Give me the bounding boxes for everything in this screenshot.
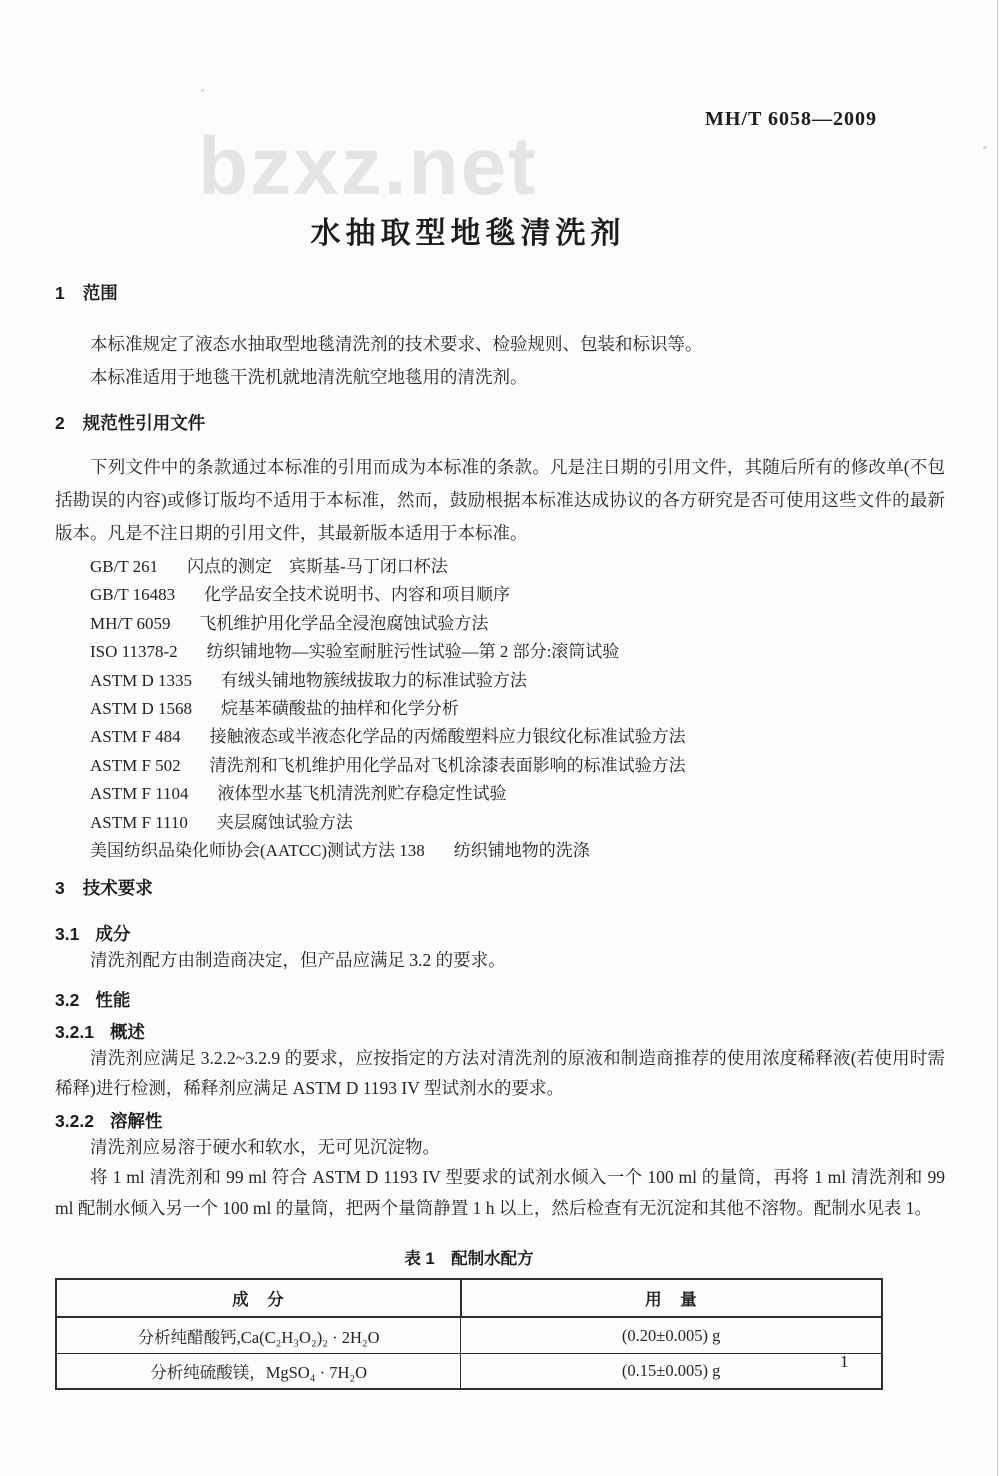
- section-heading-3-2-1: [55, 1021, 945, 1043]
- reference-item: [90, 837, 945, 865]
- scan-artifact-dot: [983, 146, 987, 149]
- reference-item: [90, 809, 945, 837]
- reference-title: 有绒头铺地物簇绒拔取力的标准试验方法: [220, 670, 527, 690]
- reference-item: [90, 610, 945, 638]
- paragraph-solubility-1: 清洗剂应易溶于硬水和软水，无可见沉淀物。: [90, 1136, 440, 1157]
- table-row: [56, 1317, 882, 1353]
- page-number: 1: [840, 1352, 849, 1371]
- reference-title: 接触液态或半液态化学品的丙烯酸塑料应力银纹化标准试验方法: [209, 727, 686, 747]
- reference-item: [90, 667, 945, 695]
- reference-code: GB/T 261: [90, 557, 159, 576]
- reference-item: [90, 638, 945, 666]
- reference-code: ISO 11378-2: [90, 642, 178, 662]
- table-caption: 表 1 配制水配方: [404, 1250, 534, 1269]
- section-heading-3-2-2: [55, 1110, 945, 1132]
- reference-list: [55, 553, 945, 865]
- reference-code: ASTM D 1568: [90, 699, 193, 719]
- table-row: [56, 1353, 882, 1389]
- reference-title: 夹层腐蚀试验方法: [216, 812, 353, 832]
- reference-code: MH/T 6059: [90, 613, 171, 633]
- watermark-text: bzxz.net: [198, 121, 538, 212]
- table-header-row: [56, 1279, 882, 1317]
- section-title: 概述: [109, 1021, 145, 1042]
- section-number: 3.1: [55, 924, 80, 945]
- scan-edge-line: [997, 0, 998, 1476]
- reference-code: ASTM F 1104: [90, 784, 189, 804]
- document-body: [55, 278, 945, 1390]
- paragraph-scope-2: 本标准适用于地毯干洗机就地清洗航空地毯用的清洗剂。: [90, 367, 528, 387]
- reference-code: ASTM F 484: [90, 727, 181, 747]
- paragraph-composition: 清洗剂配方由制造商决定，但产品应满足 3.2 的要求。: [90, 950, 506, 971]
- reference-code: ASTM F 1110: [90, 812, 188, 832]
- section-number: 3.2.1: [55, 1021, 94, 1042]
- reference-item: [90, 780, 945, 808]
- reference-title: 清洗剂和飞机维护用化学品对飞机涂漆表面影响的标准试验方法: [209, 755, 686, 775]
- section-number: 2: [55, 413, 65, 433]
- section-heading-1: [55, 282, 945, 304]
- paragraph-references-intro: 下列文件中的条款通过本标准的引用而成为本标准的条款。凡是注日期的引用文件，其随后所有的修改单(不包括勘误的内容)或修订版均不适用于本标准，然而，鼓励根据本标准达成协议的各方研究是否可使用这些文件的最新版本。凡是不注日期的引用文件，其最新版本适用于本标准。: [55, 457, 945, 543]
- paragraph-solubility-2: 将 1 ml 清洗剂和 99 ml 符合 ASTM D 1193 IV 型要求的试剂水倾入一个 100 ml 的量筒，再将 1 ml 清洗剂和 99 ml 配制水倾入另一个 100 ml 的量筒，把两个量筒静置 1 h 以上，然后检查有无沉淀和其他不溶物。配制水见表 1。: [55, 1167, 945, 1218]
- table-cell-amount: (0.20±0.005) g: [461, 1317, 882, 1353]
- reference-title: 纺织铺地物的洗涤: [453, 841, 590, 861]
- reference-title: 纺织铺地物—实验室耐脏污性试验—第 2 部分:滚筒试验: [206, 642, 620, 662]
- section-heading-3: [55, 877, 945, 899]
- section-number: 3.2.2: [55, 1110, 94, 1131]
- paragraph-overview: 清洗剂应满足 3.2.2~3.2.9 的要求，应按指定的方法对清洗剂的原液和制造商推荐的使用浓度稀释液(若使用时需稀释)进行检测，稀释剂应满足 ASTM D 1193 IV 型试剂水的要求。: [55, 1047, 945, 1099]
- section-title: 性能: [95, 989, 131, 1010]
- reference-title: 化学品安全技术说明书、内容和项目顺序: [204, 585, 511, 605]
- section-number: 3.2: [55, 989, 80, 1010]
- reference-code: 美国纺织品染化师协会(AATCC)测试方法 138: [90, 841, 425, 861]
- standard-code: MH/T 6058—2009: [705, 108, 877, 130]
- reference-item: [90, 581, 945, 609]
- reference-item: [90, 695, 945, 723]
- document-title: 水抽取型地毯清洗剂: [310, 217, 626, 250]
- reference-item: [90, 553, 945, 581]
- section-heading-3-1: [55, 923, 945, 945]
- section-number: 1: [55, 283, 65, 303]
- section-heading-3-2: [55, 989, 945, 1011]
- table-cell-component: 分析纯醋酸钙,Ca(C₂H₃O₂)₂ · 2H₂O: [56, 1317, 461, 1353]
- section-heading-2: [55, 412, 945, 434]
- reference-item: [90, 752, 945, 780]
- reference-title: 闪点的测定 宾斯基-马丁闭口杯法: [187, 557, 448, 576]
- reference-code: ASTM D 1335: [90, 670, 193, 690]
- column-header-amount: 用 量: [461, 1279, 882, 1317]
- reference-code: ASTM F 502: [90, 755, 181, 775]
- scan-artifact-dot: [201, 89, 204, 92]
- reference-item: [90, 723, 945, 751]
- section-number: 3: [55, 878, 65, 899]
- section-title: 规范性引用文件: [82, 413, 206, 433]
- water-formula-table: [55, 1278, 883, 1390]
- reference-title: 飞机维护用化学品全浸泡腐蚀试验方法: [199, 613, 489, 633]
- column-header-component: 成 分: [56, 1279, 461, 1317]
- table-cell-amount: (0.15±0.005) g: [461, 1353, 882, 1389]
- section-title: 成分: [95, 924, 131, 945]
- section-title: 溶解性: [109, 1110, 163, 1131]
- reference-code: GB/T 16483: [90, 585, 176, 605]
- section-title: 技术要求: [82, 878, 153, 899]
- reference-title: 烷基苯磺酸盐的抽样和化学分析: [220, 699, 459, 719]
- reference-title: 液体型水基飞机清洗剂贮存稳定性试验: [217, 784, 507, 804]
- section-title: 范围: [82, 283, 118, 303]
- paragraph-scope-1: 本标准规定了液态水抽取型地毯清洗剂的技术要求、检验规则、包装和标识等。: [90, 334, 703, 354]
- table-cell-component: 分析纯硫酸镁，MgSO₄ · 7H₂O: [56, 1353, 461, 1389]
